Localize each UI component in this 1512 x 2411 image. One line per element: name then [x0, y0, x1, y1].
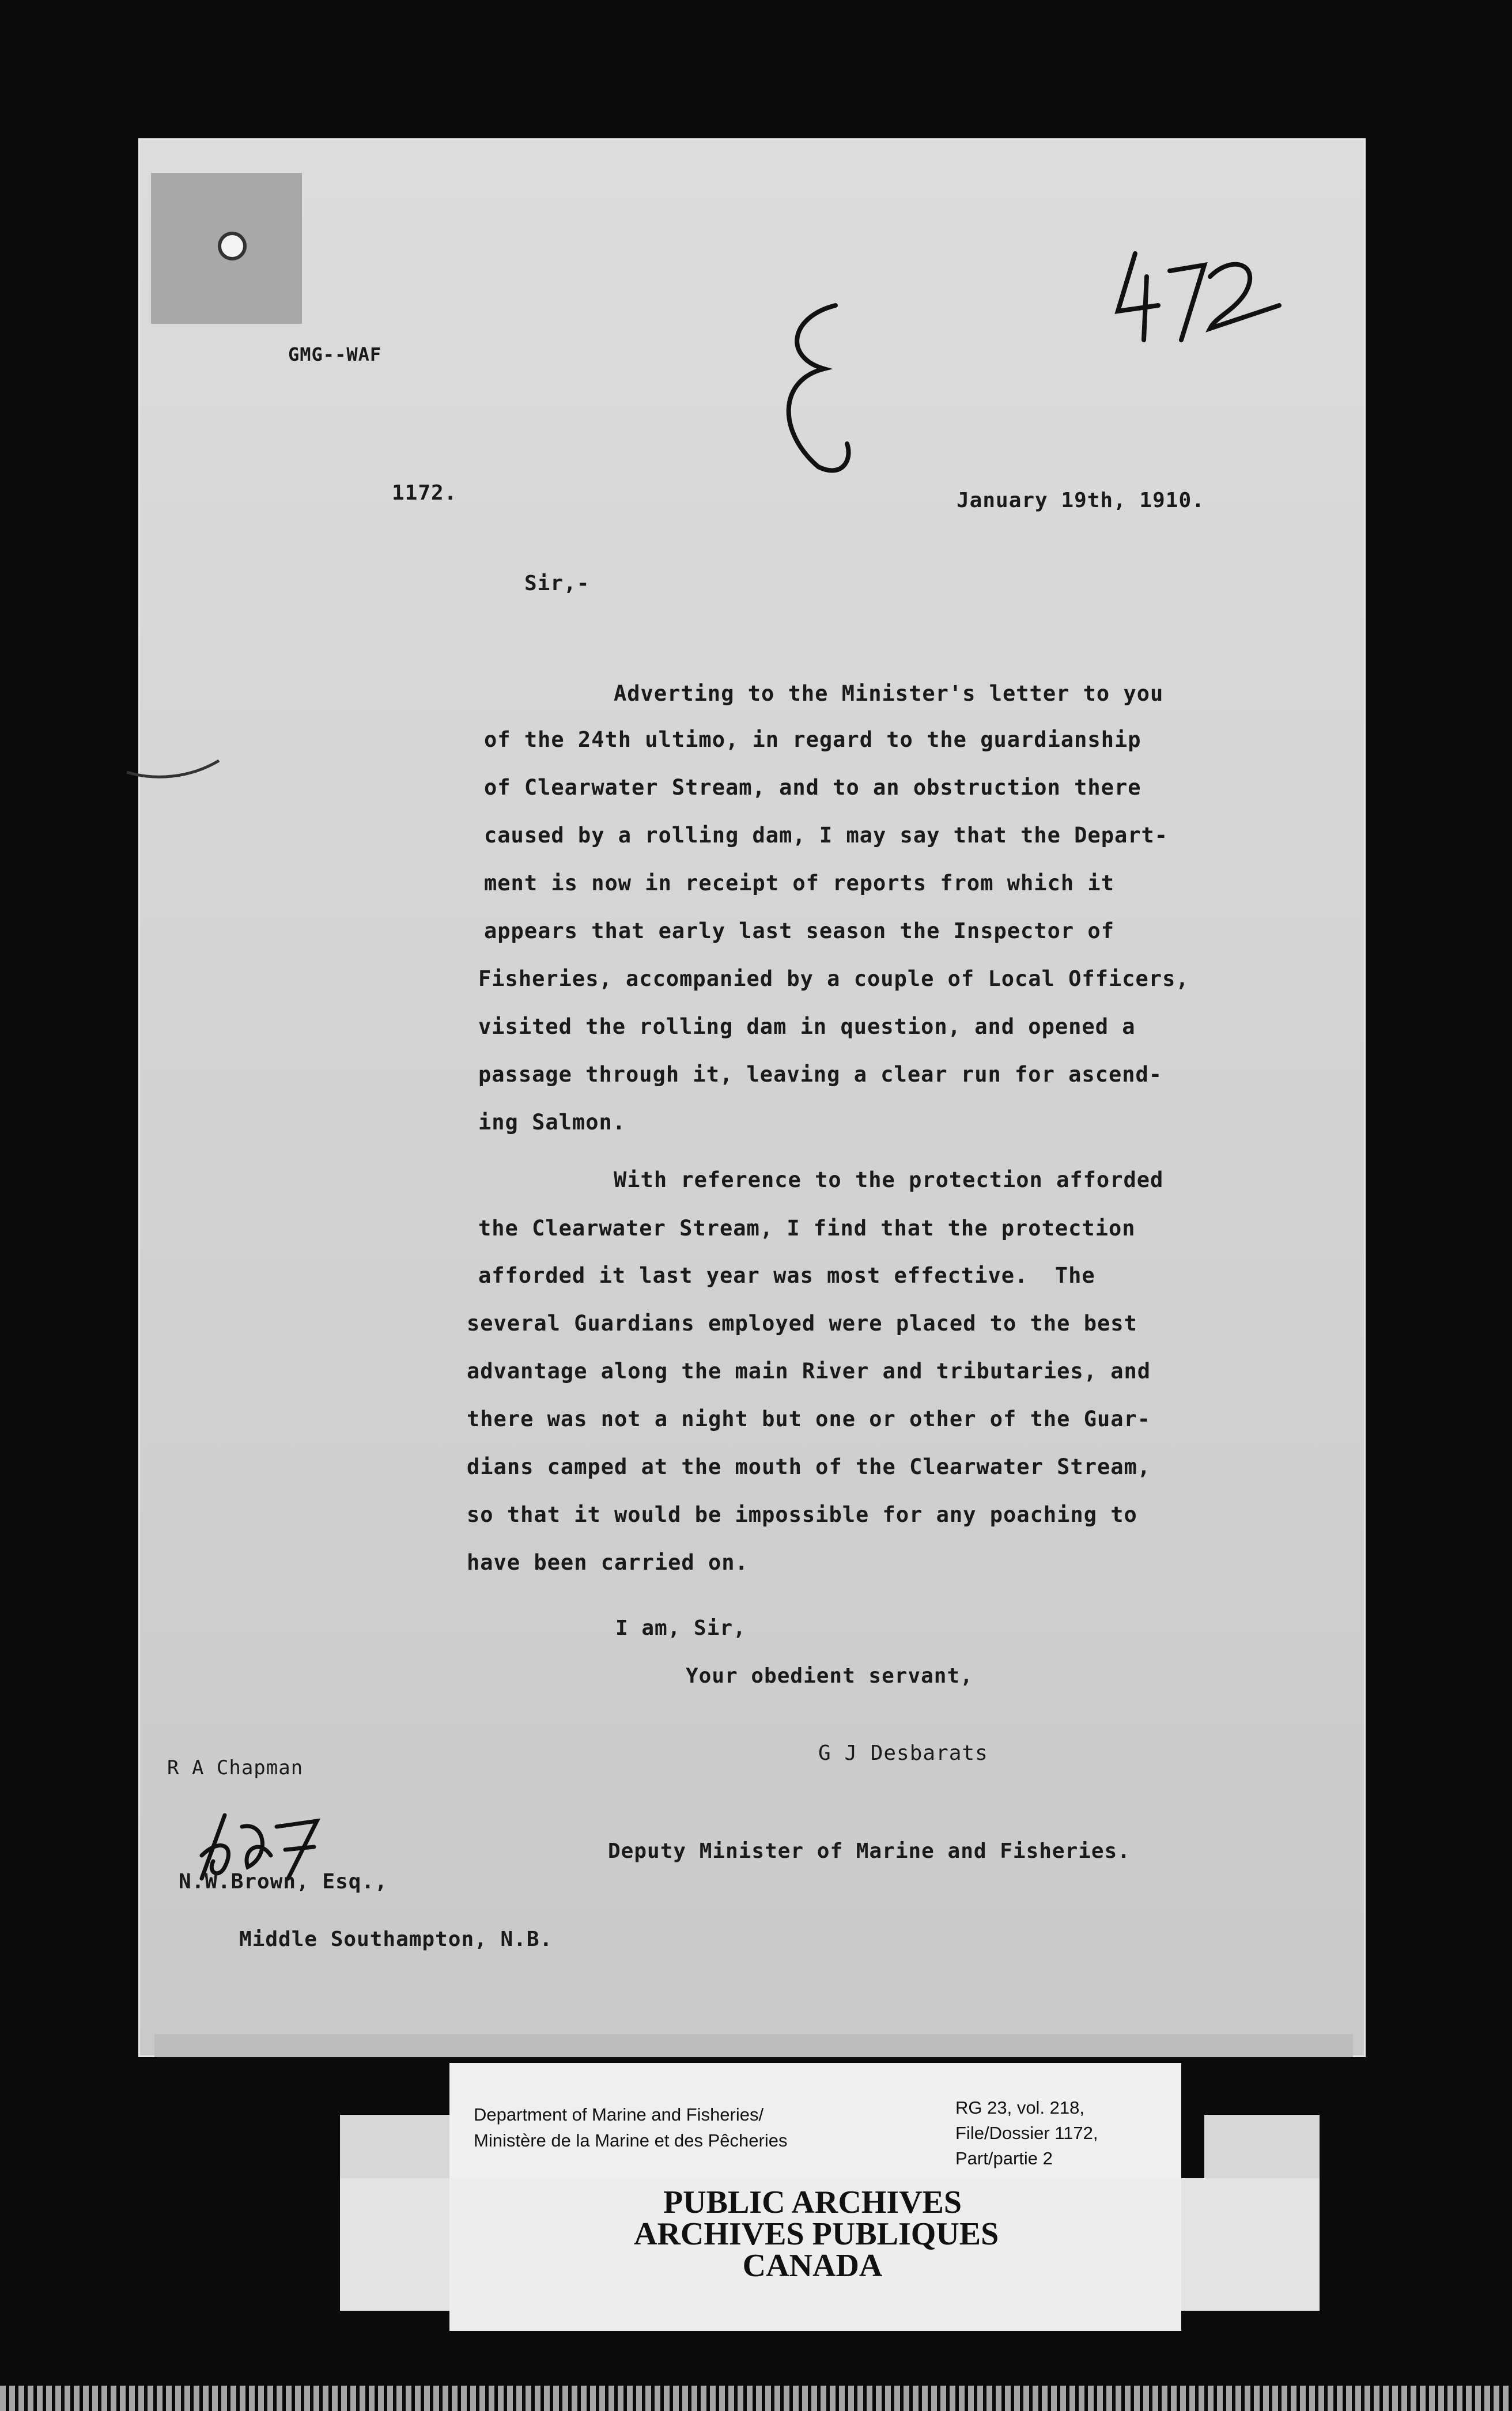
text-line: have been carried on.	[467, 1550, 749, 1575]
bracket-mark	[121, 738, 225, 789]
text-line: advantage along the main River and tributaries, and	[467, 1359, 1151, 1384]
text-line: the Clearwater Stream, I find that the protection	[478, 1216, 1136, 1241]
text-line: visited the rolling dam in question, and opened a	[478, 1014, 1136, 1039]
department-english: Department of Marine and Fisheries/	[474, 2104, 764, 2125]
sheet-bottom-edge	[154, 2034, 1353, 2057]
text-line: ment is now in receipt of reports from which it	[484, 871, 1114, 895]
closing-line-2: Your obedient servant,	[686, 1664, 973, 1688]
signer-name: G J Desbarats	[818, 1741, 988, 1765]
text-line: caused by a rolling dam, I may say that the Depart-	[484, 823, 1169, 848]
letter-sheet	[138, 138, 1366, 2057]
closing-line-1: I am, Sir,	[615, 1616, 746, 1640]
text-line: there was not a night but one or other of the Guar-	[467, 1407, 1151, 1431]
reference-initials: GMG--WAF	[288, 343, 382, 365]
department-french: Ministère de la Marine et des Pêcheries	[474, 2130, 788, 2151]
record-group: RG 23, vol. 218,	[955, 2098, 1085, 2118]
text-line: several Guardians employed were placed to the best	[467, 1311, 1137, 1336]
archives-country: CANADA	[742, 2248, 883, 2284]
text-line: dians camped at the mouth of the Clearwater Stream,	[467, 1454, 1151, 1479]
salutation: Sir,-	[524, 572, 590, 595]
text-line: so that it would be impossible for any poaching to	[467, 1502, 1137, 1527]
part-partie: Part/partie 2	[955, 2148, 1053, 2168]
text-line: passage through it, leaving a clear run for ascend-	[478, 1062, 1163, 1087]
text-line: Adverting to the Minister's letter to you	[614, 681, 1164, 706]
signer-title: Deputy Minister of Marine and Fisheries.	[608, 1839, 1131, 1863]
text-line: ing Salmon.	[478, 1110, 626, 1135]
page-number-handwritten	[1112, 242, 1291, 352]
archives-english: PUBLIC ARCHIVES	[663, 2185, 962, 2220]
film-strip-edge	[0, 2386, 1512, 2411]
archives-french: ARCHIVES PUBLIQUES	[634, 2216, 999, 2252]
copy-initials: R A Chapman	[167, 1756, 304, 1779]
text-line: appears that early last season the Inspector of	[484, 919, 1114, 943]
file-number: 1172.	[392, 481, 458, 505]
text-line: With reference to the protection afforded	[614, 1167, 1164, 1192]
letter-date: January 19th, 1910.	[957, 489, 1205, 512]
text-line: Fisheries, accompanied by a couple of Local Officers,	[478, 966, 1189, 991]
file-dossier: File/Dossier 1172,	[955, 2123, 1098, 2143]
addressee-place: Middle Southampton, N.B.	[239, 1928, 553, 1951]
text-line: of the 24th ultimo, in regard to the guardianship	[484, 727, 1141, 752]
margin-mark-handwritten	[766, 300, 876, 484]
text-line: afforded it last year was most effective. The	[478, 1263, 1095, 1288]
text-line: of Clearwater Stream, and to an obstruction there	[484, 775, 1141, 800]
punch-hole	[218, 232, 247, 260]
addressee-name: N.W.Brown, Esq.,	[179, 1870, 388, 1894]
